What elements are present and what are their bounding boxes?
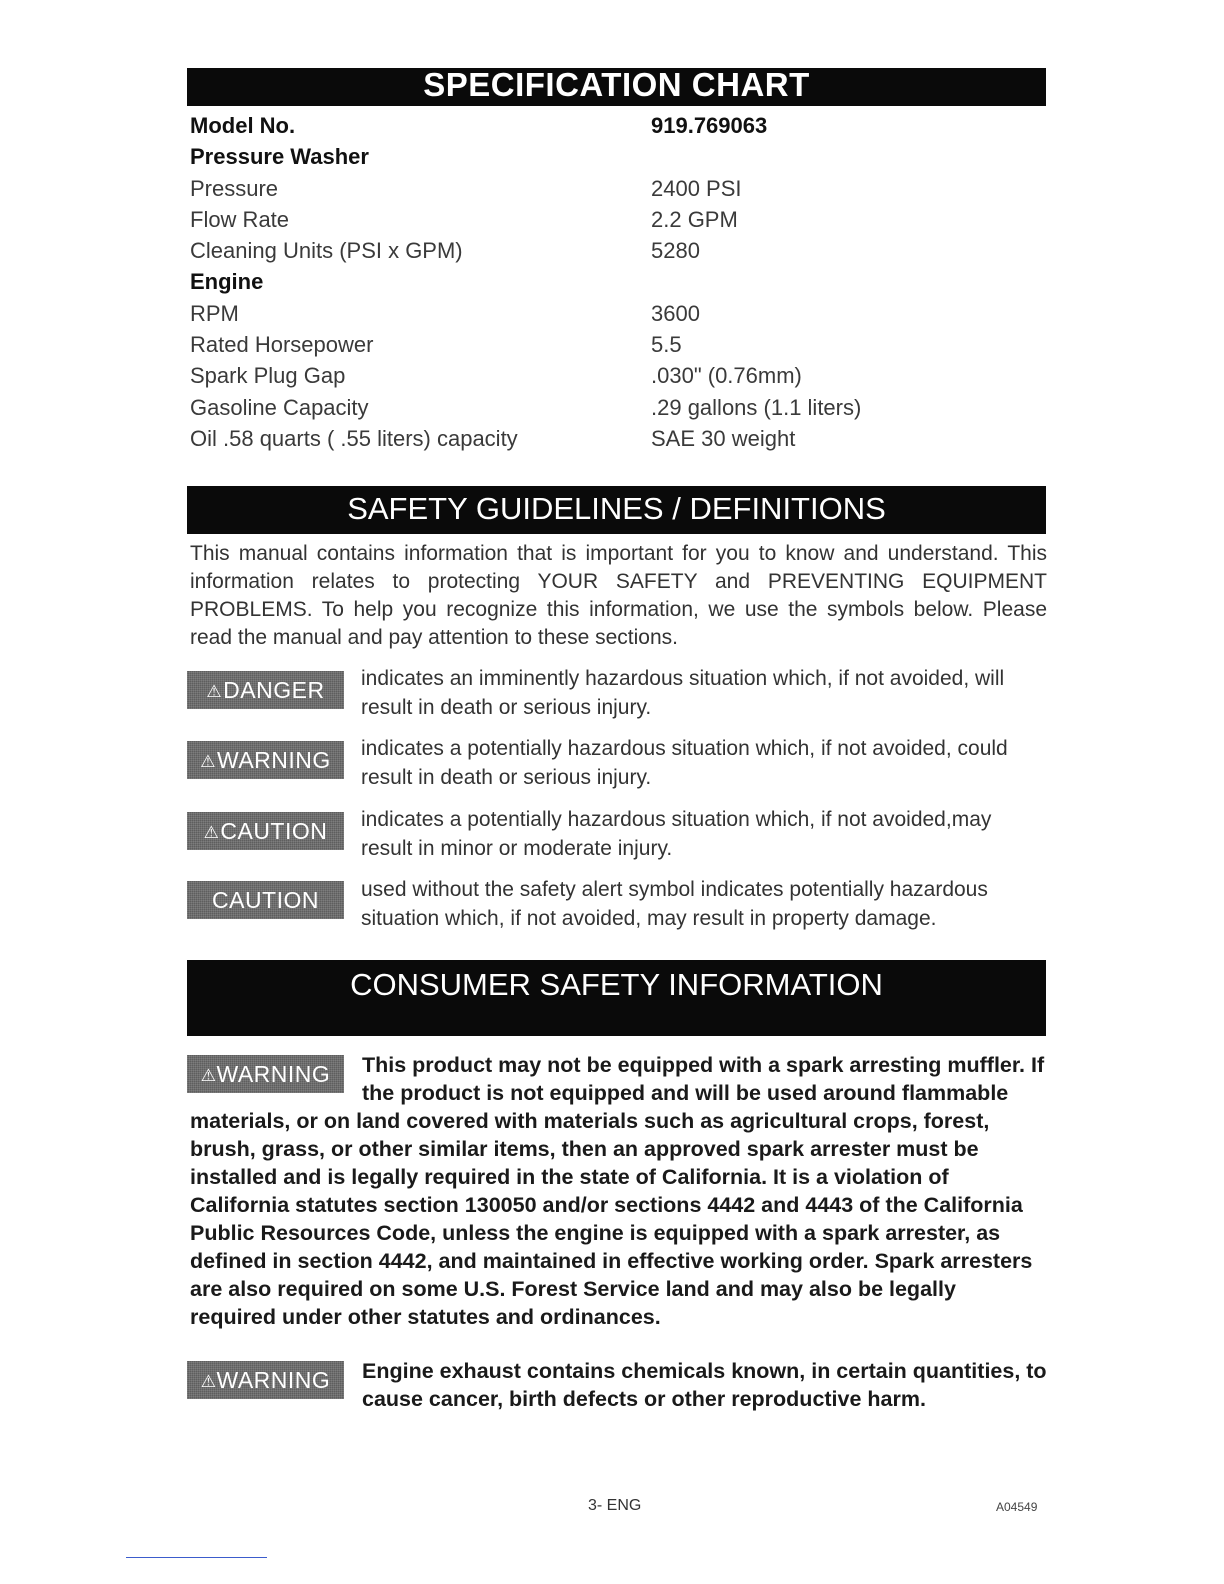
safety-alert-icon: ⚠ bbox=[206, 682, 223, 701]
spec-row-pressure bbox=[190, 173, 990, 204]
document-code: A04549 bbox=[996, 1500, 1038, 1514]
consumer-safety-title: CONSUMER SAFETY INFORMATION bbox=[350, 967, 883, 1002]
spec-row-engine bbox=[190, 266, 990, 297]
danger-definition: indicates an imminently hazardous situation which, if not avoided, will result in death or serious injury. bbox=[361, 667, 1005, 719]
safety-alert-icon: ⚠ bbox=[200, 752, 216, 771]
spec-value: .29 gallons (1.1 liters) bbox=[651, 394, 862, 420]
warning-badge bbox=[187, 1055, 344, 1093]
spec-label: RPM bbox=[190, 300, 239, 326]
caution-plain-definition: used without the safety alert symbol indicates potentially hazardous situation which, if not avoided, may result in property damage. bbox=[361, 878, 988, 930]
danger-badge bbox=[187, 671, 344, 709]
caution-plain-badge-label: CAUTION bbox=[212, 887, 319, 913]
spec-row-cleaning-units bbox=[190, 235, 990, 266]
spec-label: Model No. bbox=[190, 113, 296, 138]
page-number: 3- ENG bbox=[588, 1497, 642, 1514]
safety-alert-icon: ⚠ bbox=[200, 1066, 217, 1085]
warning-definition: indicates a potentially hazardous situation which, if not avoided, could result in death or serious injury. bbox=[361, 737, 1008, 789]
exhaust-chemicals-warning bbox=[190, 1357, 1047, 1413]
warning-badge-label: WARNING bbox=[216, 1061, 331, 1087]
spec-row-gasoline-capacity bbox=[190, 392, 990, 423]
safety-guidelines-header bbox=[187, 486, 1046, 534]
caution-plain-badge bbox=[187, 881, 344, 919]
safety-alert-icon: ⚠ bbox=[203, 823, 220, 842]
spec-label: Rated Horsepower bbox=[190, 332, 374, 358]
spec-value: 5280 bbox=[651, 238, 700, 264]
spec-row-spark-plug-gap bbox=[190, 360, 990, 391]
spec-value: SAE 30 weight bbox=[651, 425, 796, 451]
spec-label: Pressure bbox=[190, 175, 279, 201]
spec-section-label: Engine bbox=[190, 269, 264, 295]
warning-badge-label: WARNING bbox=[216, 747, 331, 773]
danger-badge-label: DANGER bbox=[223, 677, 325, 703]
warning-badge bbox=[187, 741, 344, 779]
spec-row-rpm bbox=[190, 298, 990, 329]
caution-definition: indicates a potentially hazardous situation which, if not avoided,may result in minor or moderate injury. bbox=[361, 808, 992, 860]
spec-label: Cleaning Units (PSI x GPM) bbox=[190, 238, 463, 264]
spec-value: 2400 PSI bbox=[651, 175, 742, 201]
spec-label: Oil .58 quarts ( .55 liters) capacity bbox=[190, 425, 518, 451]
spec-value: 5.5 bbox=[651, 332, 682, 358]
spec-row-flow-rate bbox=[190, 204, 990, 235]
spec-label: Flow Rate bbox=[190, 206, 290, 232]
spec-section-label: Pressure Washer bbox=[190, 144, 369, 170]
spec-value: .030" (0.76mm) bbox=[651, 363, 802, 389]
spec-value: 3600 bbox=[651, 300, 700, 326]
spark-arrester-warning bbox=[190, 1051, 1047, 1331]
spec-label: Gasoline Capacity bbox=[190, 394, 369, 420]
caution-alert-badge bbox=[187, 812, 344, 850]
spec-row-pressure-washer bbox=[190, 141, 990, 172]
specification-chart-header bbox=[187, 68, 1046, 106]
caution-badge-label: CAUTION bbox=[220, 818, 328, 844]
footer-rule bbox=[126, 1557, 267, 1558]
spec-label: Spark Plug Gap bbox=[190, 363, 346, 389]
specification-chart-title: SPECIFICATION CHART bbox=[423, 66, 810, 103]
warning-badge bbox=[187, 1361, 344, 1399]
specification-table bbox=[190, 110, 990, 454]
exhaust-chemicals-warning-text: Engine exhaust contains chemicals known, in certain quantities, to cause cancer, birth defects or other reproductive harm. bbox=[362, 1359, 1047, 1411]
spec-value: 2.2 GPM bbox=[651, 206, 738, 232]
spec-row-oil-capacity bbox=[190, 423, 990, 454]
spec-row-model bbox=[190, 110, 990, 141]
safety-guidelines-title: SAFETY GUIDELINES / DEFINITIONS bbox=[347, 491, 886, 526]
spec-value: 919.769063 bbox=[651, 113, 768, 138]
spec-row-horsepower bbox=[190, 329, 990, 360]
safety-alert-icon: ⚠ bbox=[200, 1372, 217, 1391]
safety-intro-paragraph: This manual contains information that is important for you to know and understand. This information relates to protecting YOUR SAFETY and PREVENTING EQUIPMENT PROBLEMS. To help you recognize this information, we use the symbols below. Please read the manual and pay attention to these sections. bbox=[190, 542, 1047, 649]
consumer-safety-header bbox=[187, 960, 1046, 1036]
spark-arrester-warning-text: This product may not be equipped with a spark arresting muffler. If the product is not equipped and will be used around flammable materials, or on land covered with materials such as agricultural crops, forest, brush, grass, or other similar items, then an approved spark arrester must be installed and is legally required in the state of California. It is a violation of California statutes section 130050 and/or sections 4442 and 4443 of the California Public Resources Code, unless the engine is equipped with a spark arrester, as defined in section 4442, and maintained in effective working order. Spark arresters are also required on some U.S. Forest Service land and may also be legally required under other statutes and ordinances. bbox=[190, 1053, 1045, 1329]
warning-badge-label: WARNING bbox=[216, 1367, 331, 1393]
